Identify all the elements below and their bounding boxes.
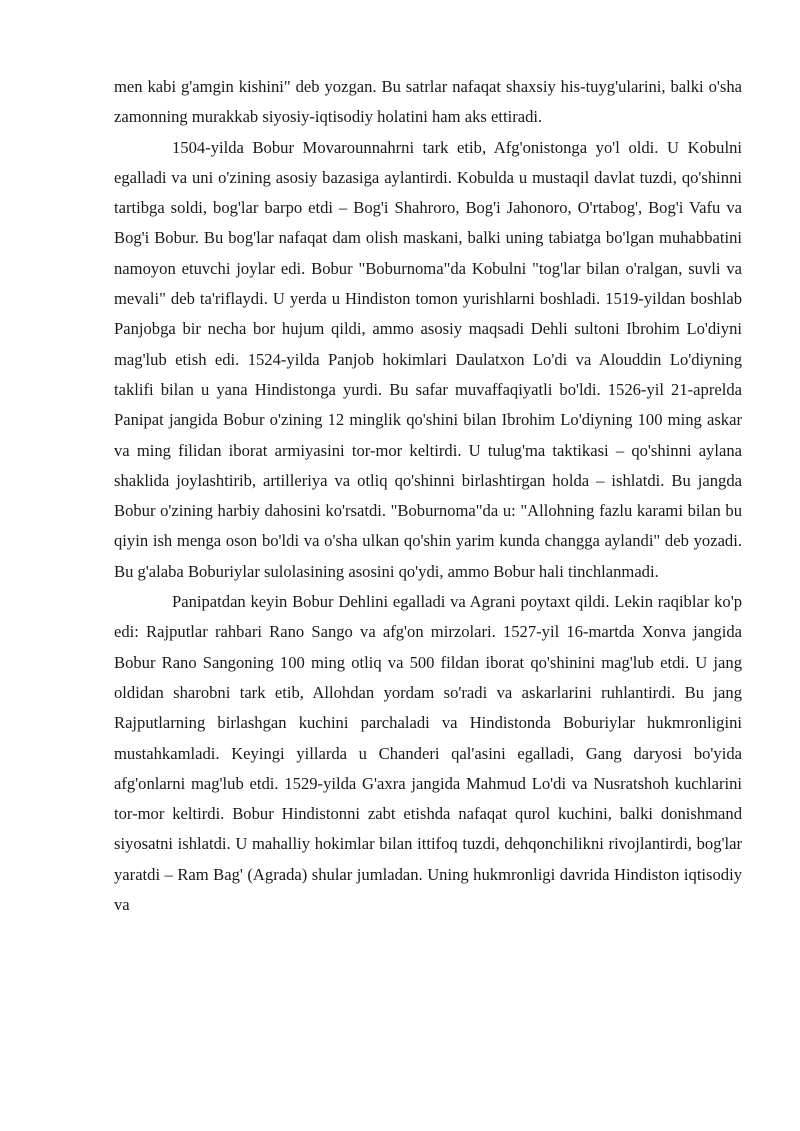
paragraph-kabul-and-panipat: 1504-yilda Bobur Movarounnahrni tark etib, Afg'onistonga yo'l oldi. U Kobulni egalladi va uni o'zining asosiy bazasiga aylantirdi. Kobulda u mustaqil davlat tuzdi, qo'shinni tartibga soldi, bog'lar barpo etdi – Bog'i Shahroro, Bog'i Jahonoro, O'rtabog', Bog'i Vafu va Bog'i Bobur. Bu bog'lar nafaqat dam olish maskani, balki uning tabiatga bo'lgan muhabbatini namoyon etuvchi joylar edi. Bobur "Boburnoma"da Kobulni "tog'lar bilan o'ralgan, suvli va mevali" deb ta'riflaydi. U yerda u Hindiston tomon yurishlarni boshladi. 1519-yildan boshlab Panjobga bir necha bor hujum qildi, ammo asosiy maqsadi Dehli sultoni Ibrohim Lo'diyni mag'lub etish edi. 1524-yilda Panjob hokimlari Daulatxon Lo'di va Alouddin Lo'diyning taklifi bilan u yana Hindistonga yurdi. Bu safar muvaffaqiyatli bo'ldi. 1526-yil 21-aprelda Panipat jangida Bobur o'zining 12 minglik qo'shini bilan Ibrohim Lo'diyning 100 ming askar va ming filidan iborat armiyasini tor-mor keltirdi. U tulug'ma taktikasi – qo'shinni aylana shaklida joylashtirib, artilleriya va otliq qo'shinni birlashtirgan holda – ishlatdi. Bu jangda Bobur o'zining harbiy dahosini ko'rsatdi. "Boburnoma"da u: "Allohning fazlu karami bilan bu qiyin ish menga oson bo'ldi va o'sha ulkan qo'shin yarim kunda changga aylandi" deb yozadi. Bu g'alaba Boburiylar sulolasining asosini qo'ydi, ammo Bobur hali tinchlanmadi. (114, 137, 742, 581)
paragraph-continuation: men kabi g'amgin kishini" deb yozgan. Bu satrlar nafaqat shaxsiy his-tuyg'ularini, balki o'sha zamonning murakkab siyosiy-iqtisodiy holatini ham aks ettiradi. (114, 77, 742, 127)
paragraph-india-conquest: Panipatdan keyin Bobur Dehlini egalladi va Agrani poytaxt qildi. Lekin raqiblar ko'p edi: Rajputlar rahbari Rano Sango va afg'on mirzolari. 1527-yil 16-martda Xonva jangida Bobur Rano Sangoning 100 ming otliq va 500 fildan iborat qo'shinini mag'lub etdi. U jang oldidan sharobni tark etib, Allohdan yordam so'radi va askarlarini ruhlantirdi. Bu jang Rajputlarning birlashgan kuchini parchaladi va Hindistonda Boburiylar hukmronligini mustahkamladi. Keyingi yillarda u Chanderi qal'asini egalladi, Gang daryosi bo'yida afg'onlarni mag'lub etdi. 1529-yilda G'axra jangida Mahmud Lo'di va Nusratshoh kuchlarini tor-mor keltirdi. Bobur Hindistonni zabt etishda nafaqat qurol kuchini, balki donishmand siyosatni ishlatdi. U mahalliy hokimlar bilan ittifoq tuzdi, dehqonchilikni rivojlantirdi, bog'lar yaratdi – Ram Bag' (Agrada) shular jumladan. Uning hukmronligi davrida Hindiston iqtisodiy va (114, 592, 742, 915)
document-page (114, 72, 742, 920)
